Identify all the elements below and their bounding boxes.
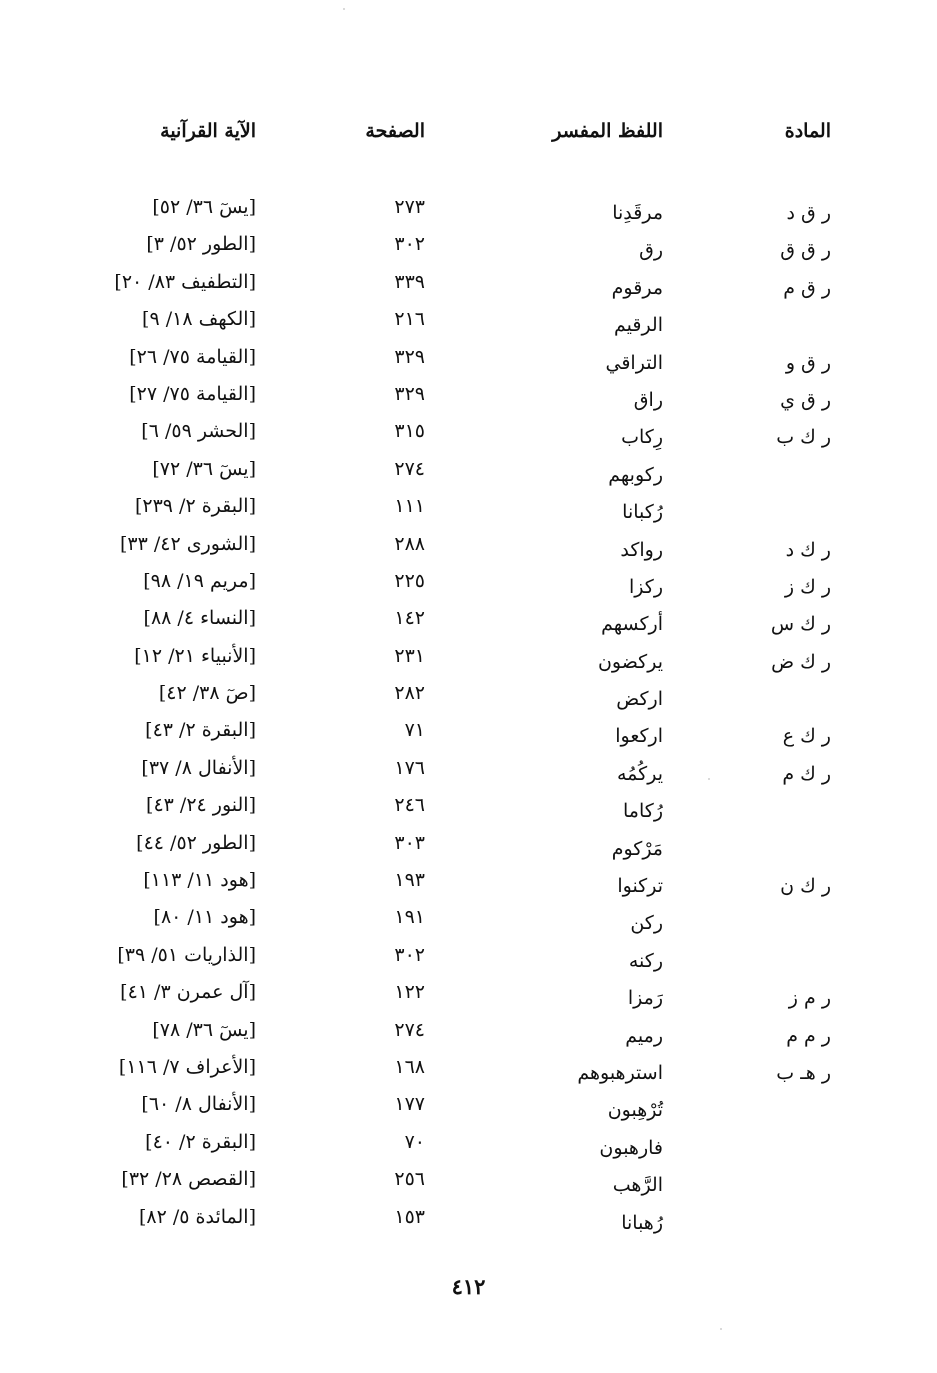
word-cell: أركسهم <box>601 613 663 636</box>
header-word: اللفظ المفسر <box>552 120 663 142</box>
page-cell: ٣٣٩ <box>394 270 425 293</box>
table-row <box>0 342 937 379</box>
word-cell: ركن <box>630 912 663 935</box>
word-cell: رق <box>639 239 663 262</box>
page-cell: ٢٨٢ <box>394 682 425 705</box>
root-cell: ر ك ع <box>782 725 831 748</box>
page-cell: ٣٠٢ <box>394 233 425 256</box>
table-row <box>0 491 937 528</box>
table-header <box>0 120 937 152</box>
word-cell: رِكاب <box>621 426 663 449</box>
page-cell: ١٩١ <box>394 906 425 929</box>
table-row <box>0 1015 937 1052</box>
table-row <box>0 940 937 977</box>
word-cell: رواكد <box>620 538 663 561</box>
word-cell: مرقوم <box>611 276 663 299</box>
page-cell: ٣٠٢ <box>394 943 425 966</box>
word-cell: يركضون <box>597 650 663 673</box>
word-cell: مرقَدِنا <box>612 202 663 224</box>
word-cell: يركُمُه <box>617 762 663 785</box>
root-cell: ر ق د <box>786 202 831 224</box>
table-row <box>0 678 937 715</box>
root-cell: ر م م <box>786 1024 831 1047</box>
root-cell: ر ك د <box>785 538 831 561</box>
root-cell: ر ك س <box>770 613 831 636</box>
verse-cell: [الذاريات ٥١/ ٣٩] <box>117 943 256 966</box>
table-row <box>0 454 937 491</box>
table-row <box>0 416 937 453</box>
page-cell: ١٥٣ <box>394 1205 425 1228</box>
page-cell: ٢٤٦ <box>394 794 425 817</box>
verse-cell: [البقرة ٢/ ٤٣] <box>145 719 256 742</box>
verse-cell: [الأنفال ٨/ ٦٠] <box>141 1093 256 1116</box>
page-cell: ١٧٧ <box>394 1093 425 1116</box>
table-row <box>0 192 937 229</box>
page-cell: ٧٠ <box>404 1130 425 1153</box>
verse-cell: [آل عمرن ٣/ ٤١] <box>120 981 256 1004</box>
index-table <box>0 192 937 1239</box>
page-cell: ٣٠٣ <box>394 831 425 854</box>
verse-cell: [التطفيف ٨٣/ ٢٠] <box>114 270 256 293</box>
word-cell: فارهبون <box>599 1136 663 1159</box>
verse-cell: [يسٓ ٣٦/ ٧٢] <box>152 457 256 480</box>
page-cell: ٢٧٤ <box>394 457 425 480</box>
root-cell: ر ك ض <box>771 650 831 673</box>
word-cell: استرهبوهم <box>577 1061 663 1084</box>
table-row <box>0 828 937 865</box>
page-cell: ١٦٨ <box>394 1055 425 1078</box>
word-cell: رُكبانا <box>622 501 663 524</box>
root-cell: ر ك ز <box>784 575 831 598</box>
page-cell: ٢٣١ <box>394 644 425 667</box>
table-row <box>0 267 937 304</box>
table-row <box>0 1052 937 1089</box>
root-cell: ر هـ ب <box>776 1061 831 1084</box>
root-cell: ر ق م <box>783 276 831 299</box>
verse-cell: [هود ١١/ ٨٠] <box>153 906 256 929</box>
page-cell: ٣٢٩ <box>394 345 425 368</box>
word-cell: اركعوا <box>615 725 663 748</box>
table-row <box>0 1164 937 1201</box>
verse-cell: [صٓ ٣٨/ ٤٢] <box>158 682 256 705</box>
scan-speck <box>343 8 345 10</box>
verse-cell: [المائدة ٥/ ٨٢] <box>138 1205 256 1228</box>
verse-cell: [هود ١١/ ١١٣] <box>143 869 256 892</box>
verse-cell: [القيامة ٧٥/ ٢٧] <box>129 382 256 405</box>
word-cell: ركزا <box>629 575 663 598</box>
page-cell: ١٢٢ <box>394 981 425 1004</box>
table-row <box>0 229 937 266</box>
page-cell: ٢٧٣ <box>394 196 425 218</box>
root-cell: ر ك ن <box>780 875 831 898</box>
page-cell: ١٤٢ <box>394 607 425 630</box>
table-row <box>0 865 937 902</box>
root-cell: ر م ز <box>788 987 831 1010</box>
scan-speck <box>720 1328 722 1330</box>
verse-cell: [القيامة ٧٥/ ٢٦] <box>129 345 256 368</box>
table-row <box>0 379 937 416</box>
verse-cell: [مريم ١٩/ ٩٨] <box>143 569 256 592</box>
word-cell: رميم <box>625 1024 663 1047</box>
verse-cell: [الحشر ٥٩/ ٦] <box>141 420 256 443</box>
table-row <box>0 902 937 939</box>
page-cell: ٣٢٩ <box>394 382 425 405</box>
table-row <box>0 753 937 790</box>
header-verse: الآية القرآنية <box>160 120 256 142</box>
page-cell: ٢٢٥ <box>394 569 425 592</box>
root-cell: ر ق و <box>785 351 831 374</box>
verse-cell: [الشورى ٤٢/ ٣٣] <box>119 532 256 555</box>
word-cell: الرقيم <box>613 314 663 337</box>
table-row <box>0 641 937 678</box>
verse-cell: [الأنفال ٨/ ٣٧] <box>141 756 256 779</box>
table-row <box>0 790 937 827</box>
verse-cell: [يسٓ ٣٦/ ٧٨] <box>152 1018 256 1041</box>
word-cell: راق <box>633 388 663 411</box>
root-cell: ر ك ب <box>776 426 831 449</box>
word-cell: رَمزا <box>627 987 663 1010</box>
header-page: الصفحة <box>365 120 425 142</box>
page-cell: ٣١٥ <box>394 420 425 443</box>
word-cell: الرَّهب <box>612 1174 663 1197</box>
page-cell: ٧١ <box>404 719 425 742</box>
table-row <box>0 304 937 341</box>
page-cell: ٢٧٤ <box>394 1018 425 1041</box>
table-row <box>0 1089 937 1126</box>
word-cell: التراقي <box>605 351 663 374</box>
table-row <box>0 566 937 603</box>
verse-cell: [الكهف ١٨/ ٩] <box>142 308 256 331</box>
word-cell: اركض <box>616 688 663 711</box>
table-row <box>0 977 937 1014</box>
word-cell: تركنوا <box>617 875 663 898</box>
page-cell: ١١١ <box>394 495 425 518</box>
root-cell: ر ك م <box>782 762 831 785</box>
word-cell: ركنه <box>628 949 663 972</box>
page-cell: ١٩٣ <box>394 869 425 892</box>
verse-cell: [الأعراف ٧/ ١١٦] <box>118 1055 256 1078</box>
header-root: المادة <box>784 120 831 142</box>
word-cell: رُكاما <box>623 800 663 823</box>
page-cell: ٢٨٨ <box>394 532 425 555</box>
table-row <box>0 1127 937 1164</box>
root-cell: ر ق ق <box>780 239 831 262</box>
verse-cell: [البقرة ٢/ ٢٣٩] <box>134 495 256 518</box>
verse-cell: [النور ٢٤/ ٤٣] <box>146 794 256 817</box>
word-cell: تُرْهِبون <box>607 1099 663 1122</box>
table-row <box>0 715 937 752</box>
verse-cell: [الأنبياء ٢١/ ١٢] <box>134 644 256 667</box>
page-cell: ١٧٦ <box>394 756 425 779</box>
word-cell: ركوبهم <box>608 463 663 486</box>
root-cell: ر ق ي <box>780 388 831 411</box>
table-row <box>0 603 937 640</box>
verse-cell: [البقرة ٢/ ٤٠] <box>145 1130 256 1153</box>
table-row <box>0 1202 937 1239</box>
verse-cell: [الطور ٥٢/ ٣] <box>146 233 256 256</box>
verse-cell: [القصص ٢٨/ ٣٢] <box>121 1168 256 1191</box>
word-cell: رُهبانا <box>621 1211 663 1234</box>
table-row <box>0 529 937 566</box>
verse-cell: [يسٓ ٣٦/ ٥٢] <box>152 196 256 218</box>
page-cell: ٢١٦ <box>394 308 425 331</box>
page-cell: ٢٥٦ <box>394 1168 425 1191</box>
page-number: ٤١٢ <box>451 1274 486 1299</box>
verse-cell: [النساء ٤/ ٨٨] <box>143 607 256 630</box>
verse-cell: [الطور ٥٢/ ٤٤] <box>136 831 256 854</box>
word-cell: مَرْكوم <box>611 837 663 860</box>
